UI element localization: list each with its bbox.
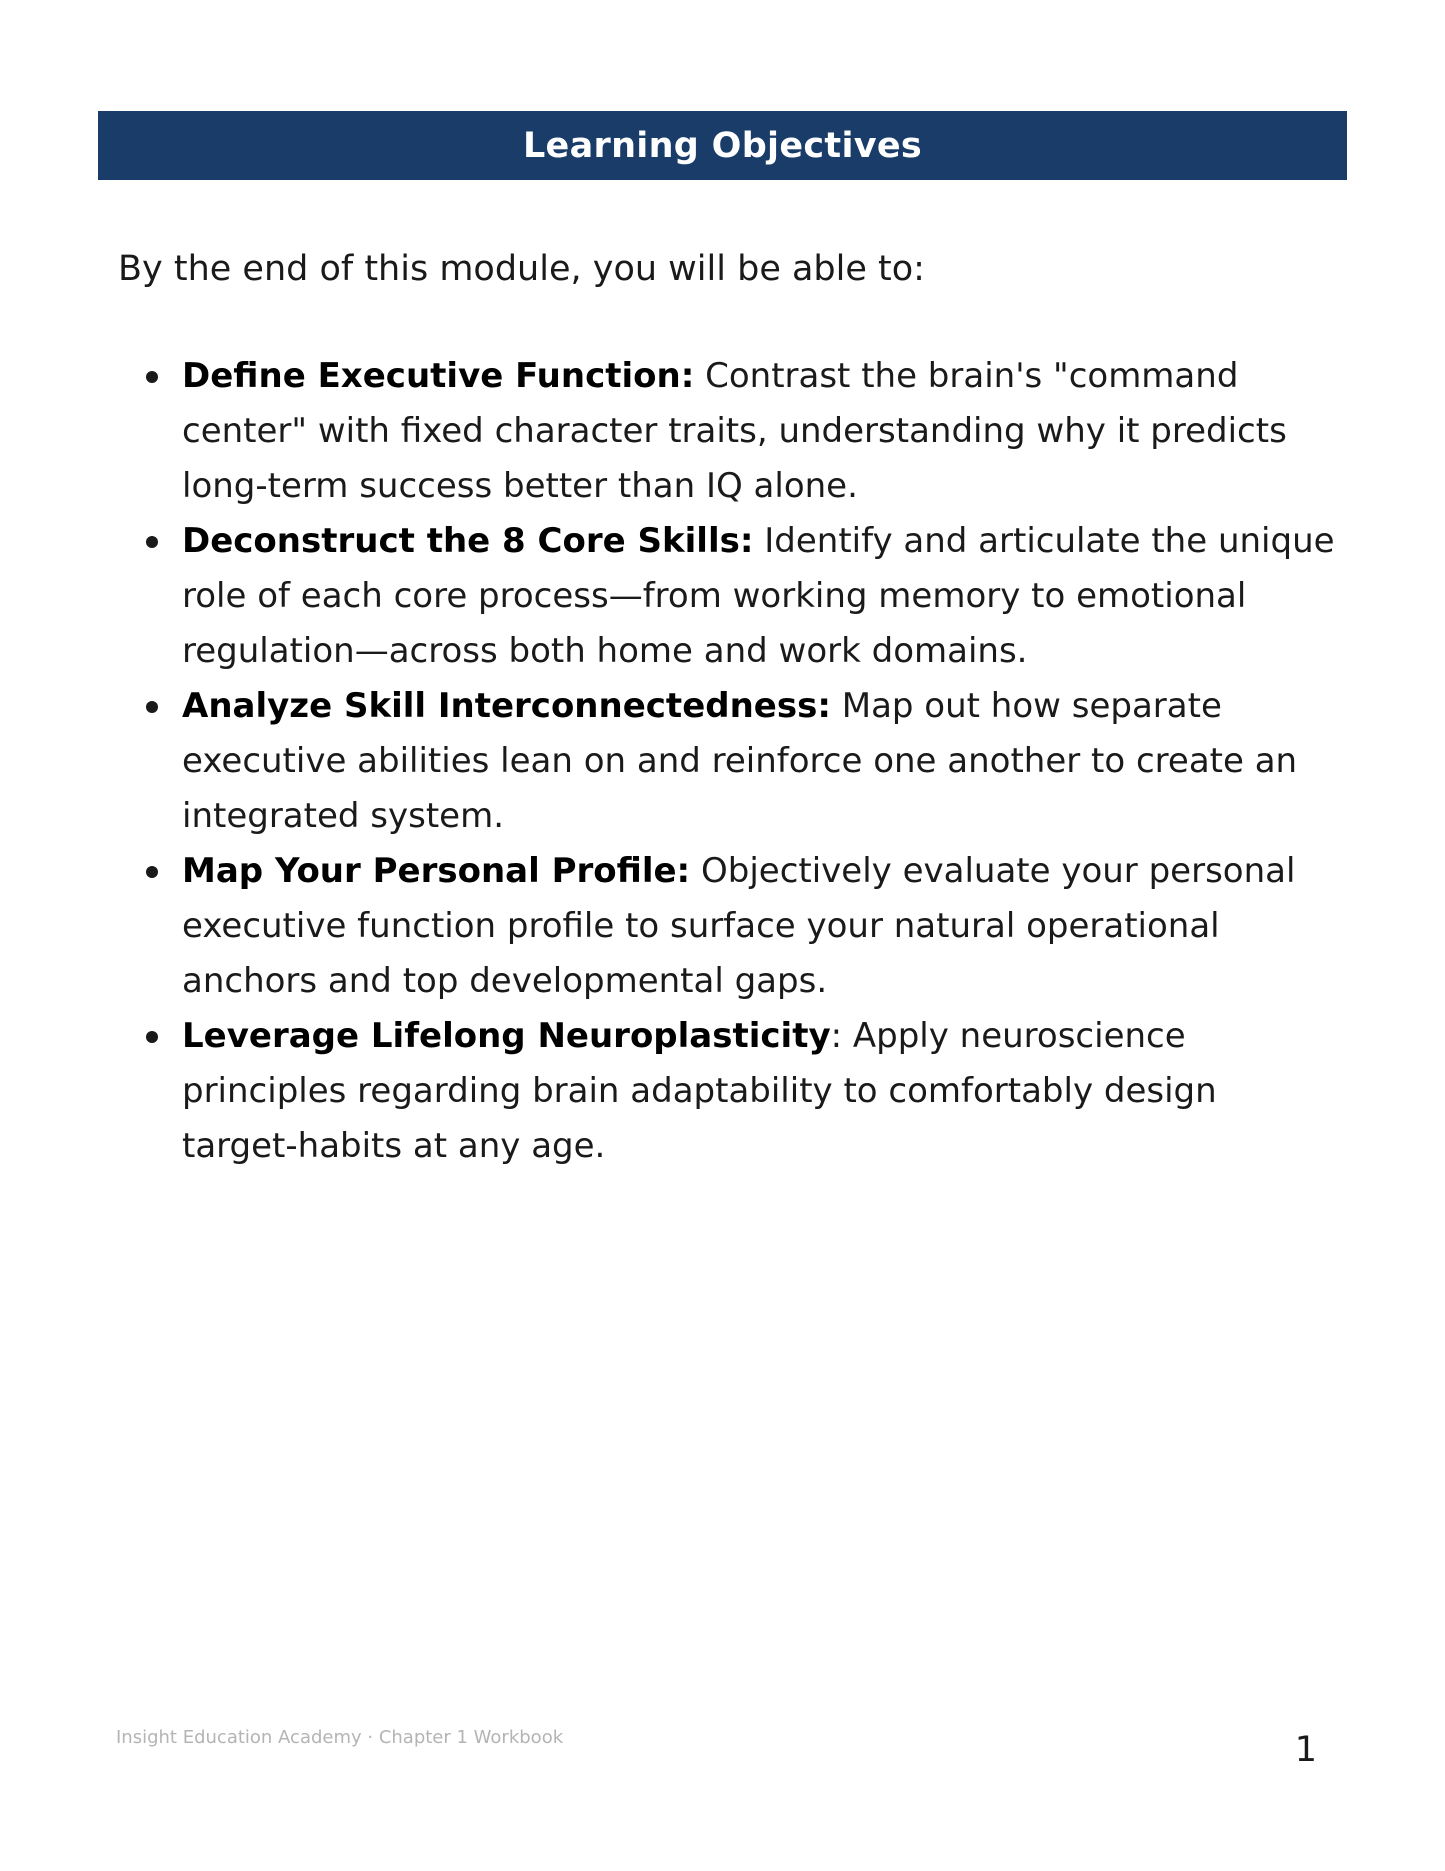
- list-item: [182, 1009, 1337, 1174]
- section-title: Learning Objectives: [522, 125, 923, 166]
- list-item: [182, 514, 1337, 679]
- objectives-list: [182, 349, 1337, 1174]
- section-header-bar: [98, 111, 1347, 180]
- objective-term: Deconstruct the 8 Core Skills:: [182, 521, 754, 561]
- bullet-icon: [146, 536, 158, 548]
- bullet-icon: [146, 1031, 158, 1043]
- objective-term: Analyze Skill Interconnectedness:: [182, 686, 831, 726]
- bullet-icon: [146, 371, 158, 383]
- page-number: 1: [1294, 1730, 1317, 1770]
- list-item: [182, 349, 1337, 514]
- objective-description: : Apply neuroscience principles regarding brain adaptability to comfortably design target-habits at any age.: [182, 1016, 1217, 1166]
- list-item: [182, 844, 1337, 1009]
- objective-term: Leverage Lifelong Neuroplasticity: [182, 1016, 831, 1056]
- footer-label: Insight Education Academy · Chapter 1 Workbook: [116, 1727, 564, 1748]
- list-item: [182, 679, 1337, 844]
- bullet-icon: [146, 866, 158, 878]
- objective-description: Contrast the brain's "command center" with fixed character traits, understanding why it predicts long-term success better than IQ alone.: [182, 356, 1287, 506]
- objective-description: Map out how separate executive abilities lean on and reinforce one another to create an integrated system.: [182, 686, 1298, 836]
- objective-description: Objectively evaluate your personal executive function profile to surface your natural operational anchors and top developmental gaps.: [182, 851, 1296, 1001]
- objective-term: Define Executive Function:: [182, 356, 695, 396]
- bullet-icon: [146, 701, 158, 713]
- intro-text: By the end of this module, you will be able to:: [118, 249, 925, 289]
- objective-term: Map Your Personal Profile:: [182, 851, 691, 891]
- objective-description: Identify and articulate the unique role of each core process—from working memory to emotional regulation—across both home and work domains.: [182, 521, 1335, 671]
